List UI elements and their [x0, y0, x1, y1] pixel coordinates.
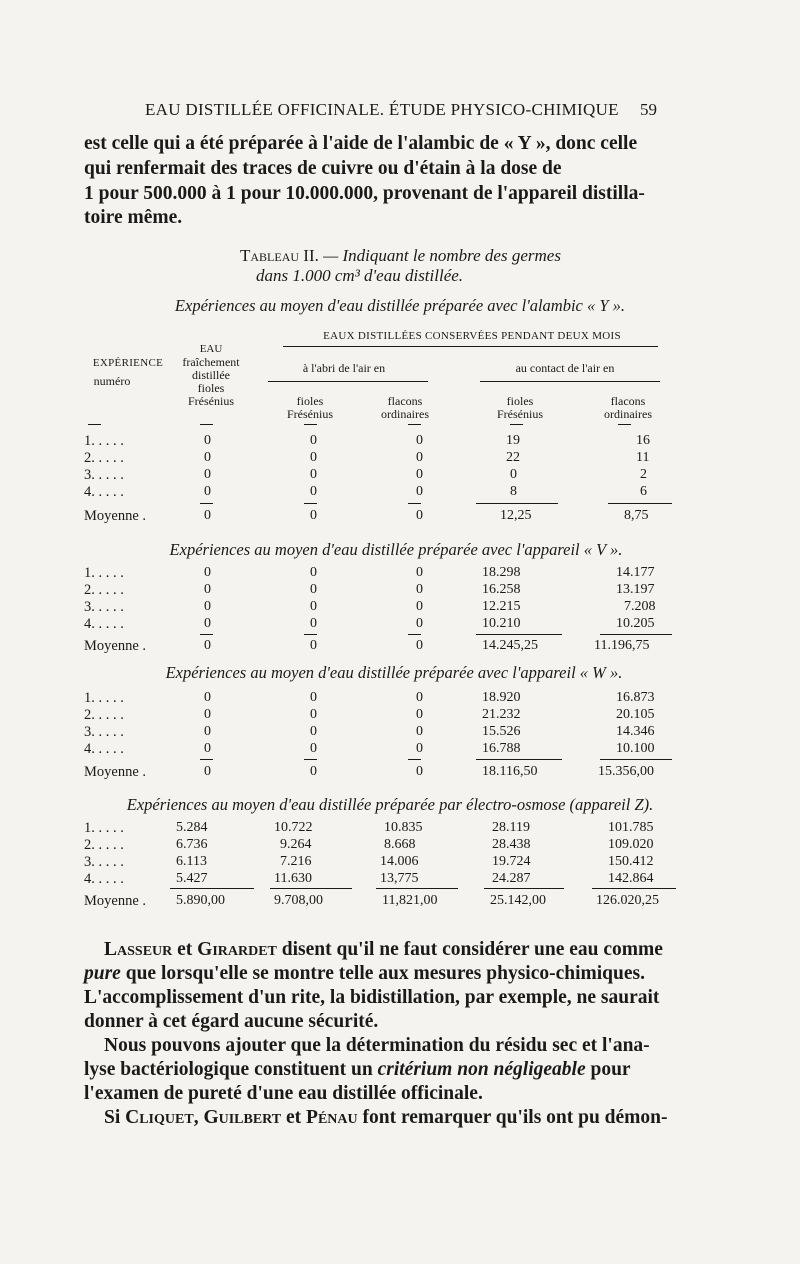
cell: 11.630 [274, 871, 312, 886]
closing-p2-line-3: l'examen de pureté d'une eau distillée officinale. [84, 1083, 483, 1104]
header-eau-l5: Frésénius [188, 394, 234, 408]
cell: 16.873 [616, 690, 655, 705]
section-title-w: Expériences au moyen d'eau distillée préparée avec l'appareil « W ». [165, 663, 623, 682]
header-dash-6 [618, 424, 631, 425]
header-numero: numéro [93, 374, 131, 388]
section-title-v: Expériences au moyen d'eau distillée préparée avec l'appareil « V ». [169, 540, 623, 559]
cell: 0 [310, 433, 317, 448]
author-name: Pénau [306, 1107, 358, 1128]
row-label: 2. . . . . [84, 837, 124, 853]
closing-text: Si [104, 1107, 121, 1128]
table-caption-line1: — Indiquant le nombre des germes [323, 246, 561, 265]
cell: 0 [310, 450, 317, 465]
cell: 28.438 [492, 837, 531, 852]
header-sub-abri: à l'abri de l'air en [302, 361, 386, 375]
mean-label: Moyenne . [84, 638, 147, 654]
closing-text: disent qu'il ne faut considérer une eau comme [281, 939, 663, 960]
mean-cell: 11.196,75 [594, 638, 650, 653]
sum-rule [484, 888, 564, 889]
col-head-1-a: fioles [296, 394, 324, 408]
cell: 0 [310, 582, 317, 597]
sum-rule [200, 503, 213, 504]
cell: 10.100 [616, 741, 655, 756]
mean-label: Moyenne . [84, 893, 147, 909]
row-label: 1. . . . . [84, 433, 124, 449]
cell: 101.785 [608, 820, 654, 835]
cell: 0 [310, 599, 317, 614]
cell: 5.427 [176, 871, 208, 886]
cell: 10.835 [384, 820, 423, 835]
cell: 13.197 [616, 582, 655, 597]
mean-cell: 0 [204, 638, 211, 653]
cell: 24.287 [492, 871, 531, 886]
cell: 0 [204, 565, 211, 580]
cell: 14.006 [380, 854, 419, 869]
cell: 5.284 [176, 820, 208, 835]
closing-p3-line-1: Si Cliquet, Guilbert et Pénau font remarquer qu'ils ont pu démon- [104, 1107, 668, 1128]
cell: 9.264 [280, 837, 312, 852]
closing-p2-line-1 [84, 1034, 674, 1058]
header-group-rule [283, 346, 658, 347]
cell: 12.215 [482, 599, 521, 614]
author-name: Girardet [197, 939, 277, 960]
section-title-z [0, 795, 790, 815]
header-dash-1 [88, 424, 101, 425]
header-experience: EXPÉRIENCE [92, 357, 164, 369]
cell: 0 [416, 741, 423, 756]
cell: 0 [204, 484, 211, 499]
cell: 18.920 [482, 690, 521, 705]
row-label: 3. . . . . [84, 724, 124, 740]
sum-rule [304, 634, 317, 635]
cell: 6.113 [176, 854, 207, 869]
cell: 7.208 [624, 599, 656, 614]
sum-rule [170, 888, 254, 889]
sum-rule [200, 759, 213, 760]
cell: 21.232 [482, 707, 521, 722]
cell: 0 [204, 467, 211, 482]
mean-label: Moyenne . [84, 508, 147, 524]
row-label: 1. . . . . [84, 690, 124, 706]
closing-line-4: donner à cet égard aucune sécurité. [84, 1011, 379, 1032]
mean-cell: 126.020,25 [596, 893, 659, 908]
header-eau-l3: distillée [192, 368, 230, 382]
mean-cell: 0 [416, 508, 423, 523]
closing-line-2 [84, 962, 674, 986]
cell: 16.788 [482, 741, 521, 756]
mean-cell: 0 [416, 764, 423, 779]
closing-p2-line-2 [84, 1058, 674, 1082]
cell: 0 [310, 565, 317, 580]
mean-cell: 0 [310, 638, 317, 653]
cell: 11 [636, 450, 650, 465]
cell: 0 [310, 616, 317, 631]
intro-line-1: est celle qui a été préparée à l'aide de l'alambic de « Y », donc celle [84, 133, 638, 154]
cell: 150.412 [608, 854, 654, 869]
mean-cell: 0 [204, 508, 211, 523]
header-dash-5 [510, 424, 523, 425]
running-head-title: EAU DISTILLÉE OFFICINALE. ÉTUDE PHYSICO-CHIMIQUE [145, 100, 619, 119]
col-head-4-b: ordinaires [604, 407, 652, 421]
sum-rule [476, 759, 562, 760]
sum-rule [200, 634, 213, 635]
mean-cell: 9.708,00 [274, 893, 323, 908]
closing-text: que lorsqu'elle se montre telle aux mesures physico-chimiques. [125, 963, 645, 984]
row-label: 3. . . . . [84, 854, 124, 870]
table-caption-label: Tableau II. [240, 246, 319, 265]
emphasis-criterium: critérium non négligeable [377, 1059, 586, 1080]
header-abri-rule [268, 381, 428, 382]
cell: 19.724 [492, 854, 531, 869]
row-label: 4. . . . . [84, 871, 124, 887]
row-label: 2. . . . . [84, 707, 124, 723]
cell: 7.216 [280, 854, 312, 869]
sum-rule [304, 503, 317, 504]
row-label: 3. . . . . [84, 467, 124, 483]
cell: 0 [310, 724, 317, 739]
cell: 13,775 [380, 871, 419, 886]
header-group: EAUX DISTILLÉES CONSERVÉES PENDANT DEUX MOIS [323, 330, 621, 342]
cell: 14.177 [616, 565, 655, 580]
cell: 8 [510, 484, 517, 499]
col-head-4 [588, 395, 668, 421]
closing-text: pour [590, 1059, 631, 1080]
cell: 0 [310, 690, 317, 705]
mean-cell: 0 [310, 508, 317, 523]
row-label: 4. . . . . [84, 616, 124, 632]
sum-rule [476, 634, 562, 635]
mean-cell: 18.116,50 [482, 764, 538, 779]
sum-rule [608, 503, 672, 504]
conjunction: et [177, 939, 193, 960]
cell: 0 [416, 599, 423, 614]
intro-line-3: 1 pour 500.000 à 1 pour 10.000.000, provenant de l'appareil distilla- [84, 183, 645, 204]
closing-text: lyse bactériologique constituent un [84, 1059, 373, 1080]
mean-cell: 0 [310, 764, 317, 779]
header-eau-l2: fraîchement [182, 355, 240, 369]
cell: 0 [416, 616, 423, 631]
cell: 0 [310, 707, 317, 722]
header-dash-2 [200, 424, 213, 425]
cell: 6 [640, 484, 647, 499]
author-name: Lasseur [104, 939, 173, 960]
header-eau-l1: EAU [199, 343, 223, 355]
cell: 0 [310, 467, 317, 482]
col-head-3 [480, 395, 560, 421]
table-caption [240, 246, 561, 266]
cell: 6.736 [176, 837, 208, 852]
cell: 0 [204, 616, 211, 631]
row-label: 1. . . . . [84, 565, 124, 581]
section-title-z-text: Expériences au moyen d'eau distillée préparée par électro-osmose (appareil Z). [126, 795, 654, 814]
row-label: 4. . . . . [84, 741, 124, 757]
sum-rule [476, 503, 558, 504]
mean-cell: 14.245,25 [482, 638, 538, 653]
cell: 15.526 [482, 724, 521, 739]
col-head-3-a: fioles [506, 394, 534, 408]
cell: 14.346 [616, 724, 655, 739]
cell: 20.105 [616, 707, 655, 722]
cell: 0 [204, 599, 211, 614]
intro-line-4: toire même. [84, 207, 183, 228]
emphasis-pure: pure [84, 963, 121, 984]
mean-cell: 15.356,00 [598, 764, 654, 779]
closing-text: font remarquer qu'ils ont pu démon- [362, 1107, 668, 1128]
cell: 0 [204, 707, 211, 722]
col-head-2 [365, 395, 445, 421]
author-name: Guilbert [203, 1107, 282, 1128]
cell: 10.205 [616, 616, 655, 631]
cell: 0 [416, 582, 423, 597]
author-name: Cliquet [125, 1107, 194, 1128]
cell: 10.210 [482, 616, 521, 631]
sum-rule [408, 634, 421, 635]
cell: 0 [416, 690, 423, 705]
cell: 0 [416, 450, 423, 465]
table-caption-line2: dans 1.000 cm³ d'eau distillée. [256, 266, 464, 285]
sum-rule [376, 888, 458, 889]
mean-cell: 5.890,00 [176, 893, 225, 908]
cell: 28.119 [492, 820, 530, 835]
header-contact-rule [480, 381, 660, 382]
cell: 0 [204, 741, 211, 756]
closing-line-1 [84, 938, 674, 962]
cell: 0 [204, 582, 211, 597]
cell: 0 [204, 433, 211, 448]
header-eau [176, 343, 246, 408]
closing-line-3: L'accomplissement d'un rite, la bidistillation, par exemple, ne saurait [84, 987, 660, 1008]
row-label: 1. . . . . [84, 820, 124, 836]
sum-rule [408, 759, 421, 760]
cell: 0 [416, 433, 423, 448]
cell: 19 [506, 433, 520, 448]
sum-rule [408, 503, 421, 504]
sum-rule [592, 888, 676, 889]
cell: 10.722 [274, 820, 313, 835]
cell: 16 [636, 433, 650, 448]
cell: 0 [416, 724, 423, 739]
row-label: 2. . . . . [84, 450, 124, 466]
mean-label: Moyenne . [84, 764, 147, 780]
col-head-3-b: Frésénius [497, 407, 543, 421]
cell: 0 [416, 707, 423, 722]
header-dash-4 [408, 424, 421, 425]
sum-rule [304, 759, 317, 760]
mean-cell: 12,25 [500, 508, 532, 523]
cell: 0 [310, 741, 317, 756]
cell: 22 [506, 450, 520, 465]
cell: 0 [310, 484, 317, 499]
cell: 0 [204, 724, 211, 739]
row-label: 2. . . . . [84, 582, 124, 598]
sum-rule [600, 759, 672, 760]
col-head-2-b: ordinaires [381, 407, 429, 421]
page-number: 59 [640, 100, 657, 119]
closing-text: Nous pouvons ajouter que la détermination du résidu sec et l'ana- [104, 1035, 650, 1056]
cell: 2 [640, 467, 647, 482]
cell: 0 [204, 690, 211, 705]
sum-rule [600, 634, 672, 635]
cell: 0 [510, 467, 517, 482]
header-dash-3 [304, 424, 317, 425]
section-title-y: Expériences au moyen d'eau distillée préparée avec l'alambic « Y ». [174, 296, 626, 315]
col-head-2-a: flacons [387, 394, 423, 408]
cell: 16.258 [482, 582, 521, 597]
mean-cell: 8,75 [624, 508, 649, 523]
sum-rule [270, 888, 352, 889]
cell: 142.864 [608, 871, 654, 886]
mean-cell: 25.142,00 [490, 893, 546, 908]
cell: 0 [416, 484, 423, 499]
cell: 18.298 [482, 565, 521, 580]
col-head-1-b: Frésénius [287, 407, 333, 421]
col-head-4-a: flacons [610, 394, 646, 408]
row-label: 4. . . . . [84, 484, 124, 500]
header-eau-l4: fioles [197, 381, 225, 395]
cell: 0 [416, 565, 423, 580]
col-head-1 [270, 395, 350, 421]
mean-cell: 0 [204, 764, 211, 779]
row-label: 3. . . . . [84, 599, 124, 615]
cell: 0 [416, 467, 423, 482]
cell: 0 [204, 450, 211, 465]
mean-cell: 0 [416, 638, 423, 653]
header-sub-contact: au contact de l'air en [515, 361, 615, 375]
mean-cell: 11,821,00 [382, 893, 438, 908]
cell: 8.668 [384, 837, 416, 852]
intro-line-2: qui renfermait des traces de cuivre ou d'étain à la dose de [84, 158, 562, 179]
cell: 109.020 [608, 837, 654, 852]
